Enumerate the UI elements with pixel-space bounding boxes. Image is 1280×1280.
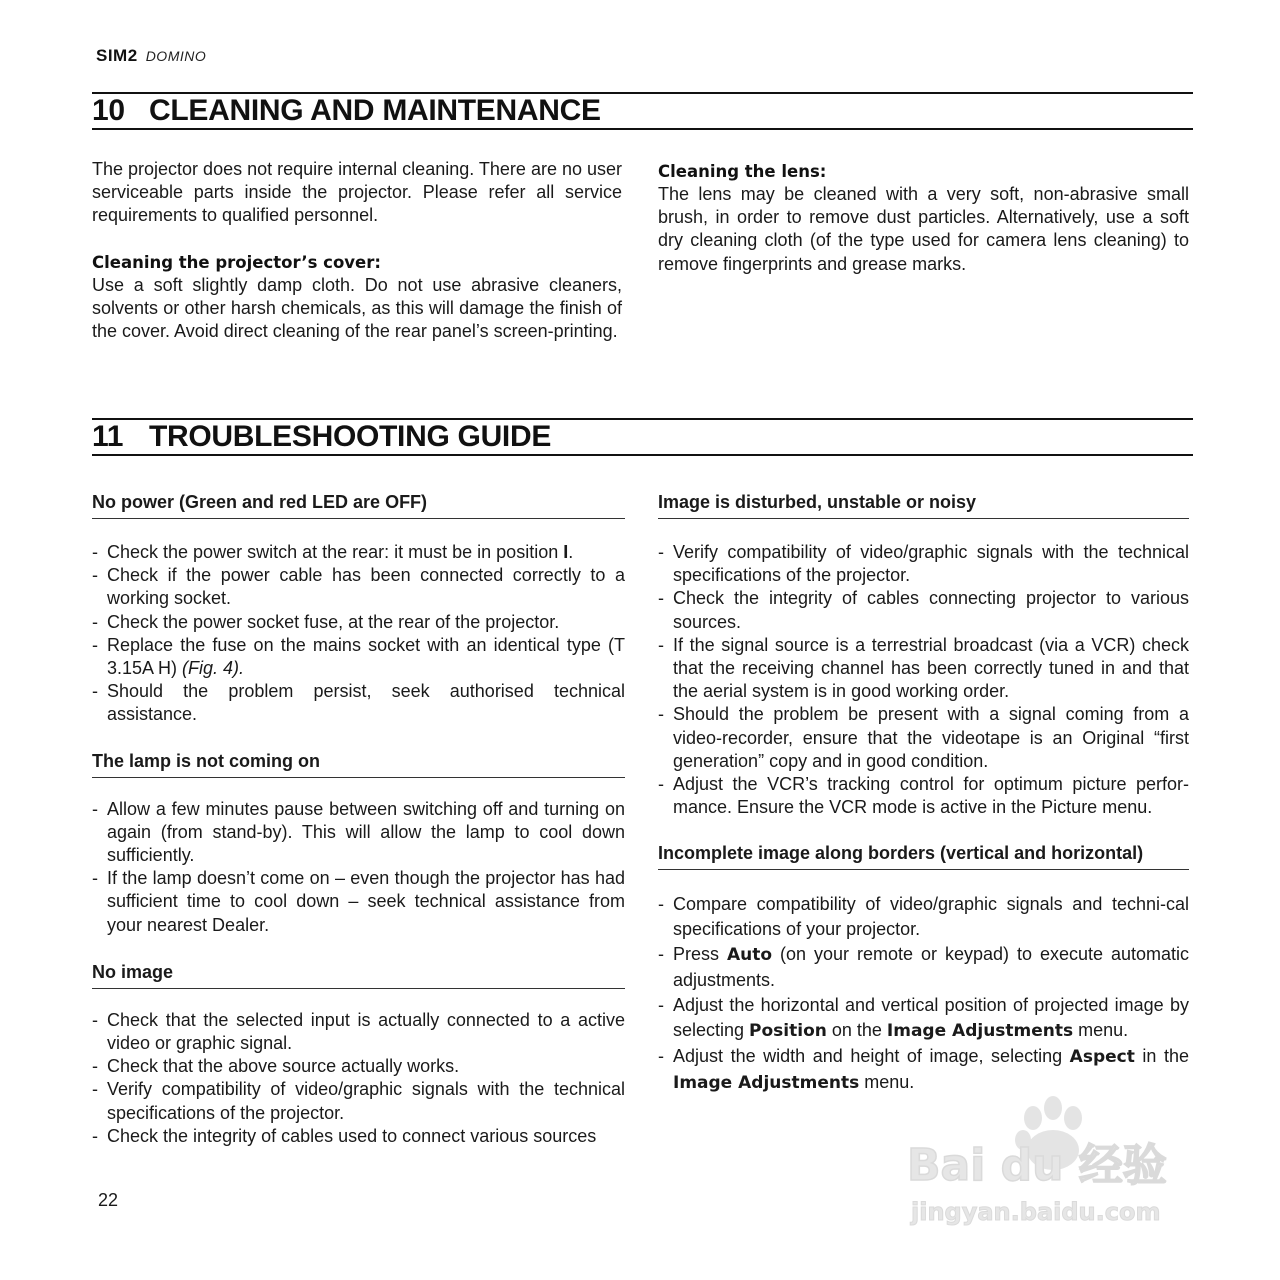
list-item: - Verify compatibility of video/graphic signals with the technical specifications of the projector. xyxy=(92,1078,625,1124)
list-item: - Check if the power cable has been connected correctly to a working socket. xyxy=(92,564,625,610)
list-item: - Check the integrity of cables used to connect various sources xyxy=(92,1125,625,1148)
list-item: - If the signal source is a terrestrial broadcast (via a VCR) check that the receiving channel has been correctly tuned in and that the aerial system is in good working order. xyxy=(658,634,1189,704)
list-item: - Replace the fuse on the mains socket with an identical type (T 3.15A H) (Fig. 4). xyxy=(92,634,625,680)
lamp-heading: The lamp is not coming on xyxy=(92,749,625,778)
watermark-logo-text: Bai du 经验 xyxy=(907,1140,1167,1191)
page-number: 22 xyxy=(98,1190,119,1210)
watermark-url: jingyan.baidu.com xyxy=(911,1198,1161,1226)
list-item: - Verify compatibility of video/graphic signals with the technical specifications of the projector. xyxy=(658,541,1189,587)
list-item: - Check that the selected input is actually connected to a active video or graphic signal. xyxy=(92,1009,625,1055)
section-11-title: TROUBLESHOOTING GUIDE xyxy=(149,420,552,453)
list-item: - Adjust the horizontal and vertical position of projected image by selecting Position on the Image Adjustments menu. xyxy=(658,993,1189,1044)
disturbed-heading: Image is disturbed, unstable or noisy xyxy=(658,490,1189,519)
list-item: - Check that the above source actually works. xyxy=(92,1055,625,1078)
section-10-number: 10 xyxy=(92,94,125,127)
incomplete-list xyxy=(658,892,1189,1096)
section-11-left-column xyxy=(92,490,625,1148)
baidu-watermark xyxy=(905,1090,1205,1230)
incomplete-heading: Incomplete image along borders (vertical and horizontal) xyxy=(658,841,1189,870)
section-11-heading xyxy=(92,418,1193,456)
cleaning-intro: The projector does not require internal cleaning. There are no user serviceable parts inside the projector. Please refer all service requirements to qualified personnel. xyxy=(92,159,622,226)
list-item: - Should the problem persist, seek authorised technical assistance. xyxy=(92,680,625,726)
section-10-title: CLEANING AND MAINTENANCE xyxy=(149,94,601,127)
list-item: - If the lamp doesn’t come on – even though the projector has had sufficient time to cool down – seek technical assistance from your nearest Dealer. xyxy=(92,867,625,937)
list-item: - Check the power switch at the rear: it must be in position I. xyxy=(92,541,625,564)
no-image-list xyxy=(92,1009,625,1148)
no-image-heading: No image xyxy=(92,960,625,989)
section-11-number: 11 xyxy=(92,420,124,453)
section-10-right-column xyxy=(658,160,1189,276)
list-item: - Adjust the VCR’s tracking control for optimum picture perfor-mance. Ensure the VCR mode is active in the Picture menu. xyxy=(658,773,1189,819)
section-10-heading xyxy=(92,92,1193,130)
list-item: - Allow a few minutes pause between switching off and turning on again (from stand-by). This will allow the lamp to cool down sufficiently. xyxy=(92,798,625,868)
list-item: - Check the integrity of cables connecting projector to various sources. xyxy=(658,587,1189,633)
brand-header xyxy=(96,46,206,66)
brand-logo: SIM2 xyxy=(96,46,138,65)
lens-text: The lens may be cleaned with a very soft, non-abrasive small brush, in order to remove dust particles. Alternatively, use a soft dry cleaning cloth (of the type used for camera lens cleaning) to remove fingerprints and grease marks. xyxy=(658,184,1189,274)
cover-text: Use a soft slightly damp cloth. Do not use abrasive cleaners, solvents or other harsh chemicals, as this will damage the finish of the cover. Avoid direct cleaning of the rear panel’s screen-printing. xyxy=(92,274,622,342)
cover-heading: Cleaning the projector’s cover: xyxy=(92,252,381,272)
list-item: - Should the problem be present with a signal coming from a video-recorder, ensure that the videotape is an Original “first generation” copy and in good condition. xyxy=(658,703,1189,773)
list-item: - Press Auto (on your remote or keypad) to execute automatic adjustments. xyxy=(658,942,1189,993)
brand-model: DOMINO xyxy=(145,48,207,64)
lamp-list xyxy=(92,798,625,937)
lens-heading: Cleaning the lens: xyxy=(658,162,827,181)
section-10-left-column xyxy=(92,158,622,343)
disturbed-list xyxy=(658,541,1189,819)
section-11-right-column xyxy=(658,490,1189,1096)
list-item: - Compare compatibility of video/graphic signals and techni-cal specifications of your projector. xyxy=(658,892,1189,942)
no-power-list xyxy=(92,541,625,727)
list-item: - Adjust the width and height of image, selecting Aspect in the Image Adjustments menu. xyxy=(658,1044,1189,1096)
list-item: - Check the power socket fuse, at the rear of the projector. xyxy=(92,611,625,634)
no-power-heading: No power (Green and red LED are OFF) xyxy=(92,490,625,519)
